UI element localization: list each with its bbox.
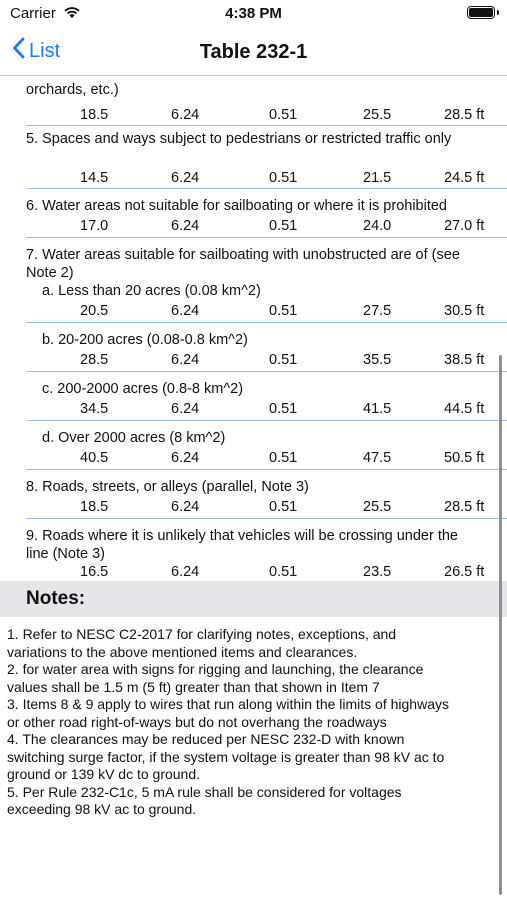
value-cell: 28.5 ft — [444, 107, 485, 123]
value-cell: 25.5 — [363, 499, 392, 515]
value-cell: 6.24 — [171, 107, 200, 123]
row-divider — [26, 125, 507, 126]
row-values — [26, 107, 506, 127]
note-item: 5. Per Rule 232-C1c, 5 mA rule shall be considered for voltages exceeding 98 kV ac to ground. — [7, 783, 402, 817]
row-divider — [26, 188, 507, 189]
carrier-label: Carrier — [10, 5, 56, 22]
back-button-label: List — [29, 39, 61, 62]
value-cell: 20.5 — [80, 303, 109, 319]
value-cell: 28.5 — [80, 352, 109, 368]
notes-section-header — [0, 581, 507, 617]
value-cell: 21.5 — [363, 170, 392, 186]
status-bar — [0, 0, 507, 28]
value-cell: 17.0 — [80, 218, 109, 234]
row-values — [26, 450, 506, 470]
value-cell: 18.5 — [80, 107, 109, 123]
value-cell: 0.51 — [269, 450, 298, 466]
value-cell: 6.24 — [171, 218, 200, 234]
row-values — [26, 170, 506, 190]
value-cell: 6.24 — [171, 170, 200, 186]
value-cell: 6.24 — [171, 499, 200, 515]
value-cell: 50.5 ft — [444, 450, 485, 466]
row-divider — [26, 420, 507, 421]
value-cell: 47.5 — [363, 450, 392, 466]
value-cell: 34.5 — [80, 401, 109, 417]
value-cell: 23.5 — [363, 564, 392, 580]
row-values — [26, 303, 506, 323]
value-cell: 14.5 — [80, 170, 109, 186]
value-cell: 0.51 — [269, 564, 298, 580]
value-cell: 16.5 — [80, 564, 109, 580]
row-values — [26, 218, 506, 238]
value-cell: 27.5 — [363, 303, 392, 319]
value-cell: 6.24 — [171, 303, 200, 319]
value-cell: 40.5 — [80, 450, 109, 466]
row-label: 5. Spaces and ways subject to pedestrians or restricted traffic only — [26, 131, 452, 147]
row-label: d. Over 2000 acres (8 km^2) — [42, 430, 226, 446]
row-label: c. 200-2000 acres (0.8-8 km^2) — [42, 381, 244, 397]
value-cell: 38.5 ft — [444, 352, 485, 368]
value-cell: 6.24 — [171, 352, 200, 368]
value-cell: 24.0 — [363, 218, 392, 234]
value-cell: 24.5 ft — [444, 170, 485, 186]
value-cell: 6.24 — [171, 450, 200, 466]
notes-title: Notes: — [26, 588, 86, 609]
row-divider — [26, 322, 507, 323]
value-cell: 26.5 ft — [444, 564, 485, 580]
note-item: 3. Items 8 & 9 apply to wires that run along within the limits of highways or other road right-of-ways but do not overhang the roadways — [7, 696, 449, 730]
value-cell: 27.0 ft — [444, 218, 485, 234]
value-cell: 0.51 — [269, 107, 298, 123]
row-divider — [26, 469, 507, 470]
row-divider — [26, 237, 507, 238]
value-cell: 28.5 ft — [444, 499, 485, 515]
row-label: 9. Roads where it is unlikely that vehicles will be crossing under the line (Note 3) — [26, 528, 458, 562]
row-label: orchards, etc.) — [26, 82, 119, 98]
row-label: 8. Roads, streets, or alleys (parallel, Note 3) — [26, 479, 309, 495]
clock-time: 4:38 PM — [225, 5, 282, 22]
scrollbar[interactable] — [499, 355, 502, 895]
value-cell: 44.5 ft — [444, 401, 485, 417]
value-cell: 25.5 — [363, 107, 392, 123]
row-divider — [26, 371, 507, 372]
value-cell: 30.5 ft — [444, 303, 485, 319]
value-cell: 0.51 — [269, 303, 298, 319]
value-cell: 0.51 — [269, 352, 298, 368]
value-cell: 0.51 — [269, 218, 298, 234]
navigation-bar — [0, 28, 507, 76]
row-values — [26, 499, 506, 519]
note-item: 4. The clearances may be reduced per NESC 232-D with known switching surge factor, if the system voltage is greater than 98 kV ac to ground or 139 kV dc to ground. — [7, 731, 445, 782]
row-values — [26, 401, 506, 421]
notes-text — [7, 626, 457, 819]
row-label: 6. Water areas not suitable for sailboating or where it is prohibited — [26, 198, 447, 214]
value-cell: 18.5 — [80, 499, 109, 515]
value-cell: 41.5 — [363, 401, 392, 417]
row-values — [26, 352, 506, 372]
note-item: 2. for water area with signs for rigging and launching, the clearance values shall be 1.5 m (5 ft) greater than that shown in Item 7 — [7, 661, 424, 695]
table-content[interactable] — [0, 77, 507, 900]
value-cell: 0.51 — [269, 401, 298, 417]
battery-icon — [467, 6, 495, 19]
row-label: b. 20-200 acres (0.08-0.8 km^2) — [42, 332, 248, 348]
note-item: 1. Refer to NESC C2-2017 for clarifying notes, exceptions, and variations to the above mentioned items and clearances. — [7, 626, 397, 660]
value-cell: 35.5 — [363, 352, 392, 368]
row-label: a. Less than 20 acres (0.08 km^2) — [42, 283, 261, 299]
row-divider — [26, 518, 507, 519]
value-cell: 0.51 — [269, 499, 298, 515]
page-title: Table 232-1 — [199, 41, 308, 63]
value-cell: 6.24 — [171, 401, 200, 417]
value-cell: 6.24 — [171, 564, 200, 580]
row-label: 7. Water areas suitable for sailboating with unobstructed are of (see Note 2) — [26, 247, 460, 281]
value-cell: 0.51 — [269, 170, 298, 186]
